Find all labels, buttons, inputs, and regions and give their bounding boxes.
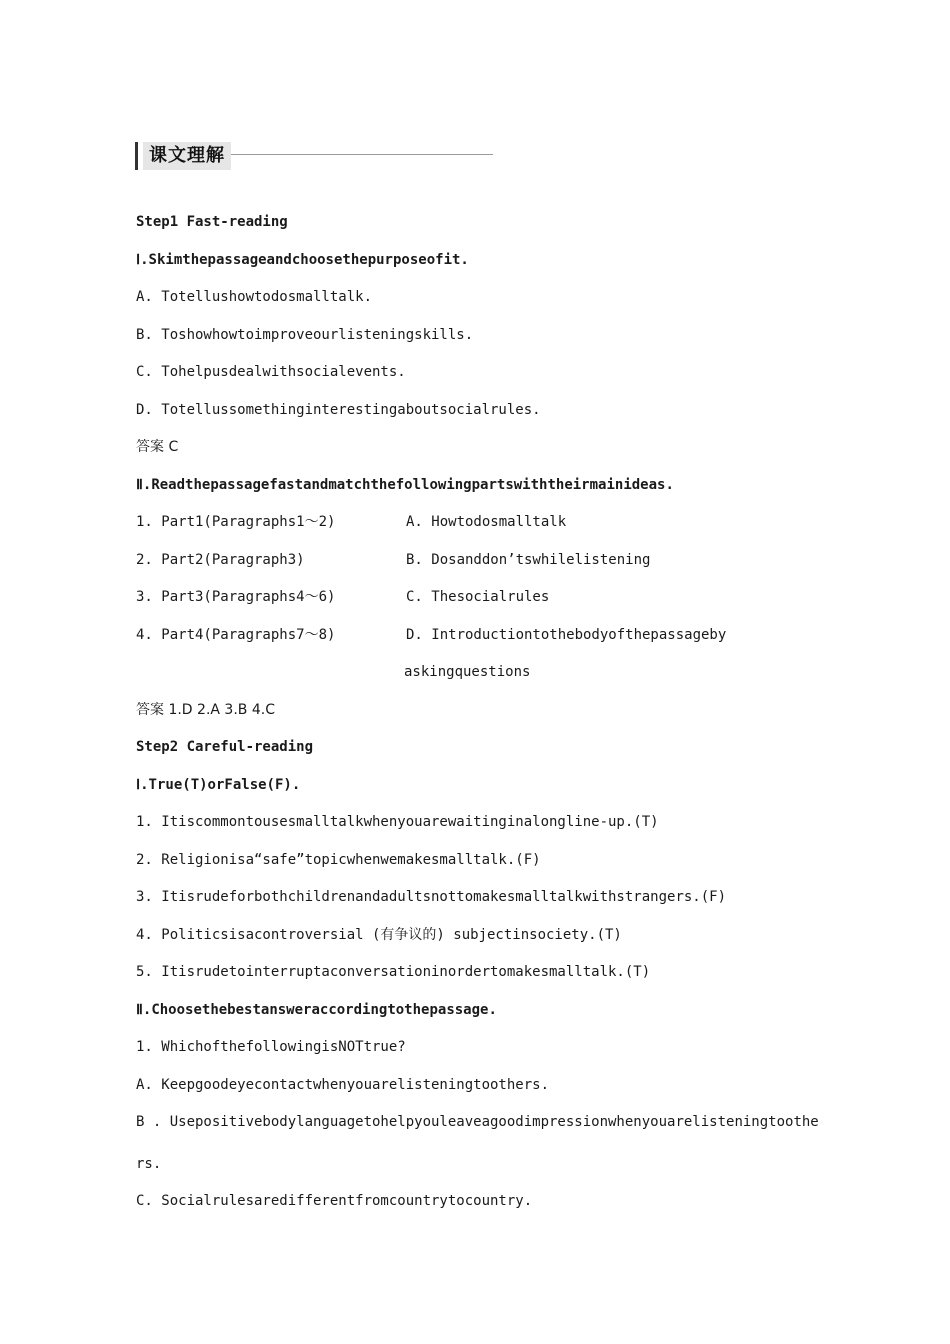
step1-q2-idea-d: D. Introductiontothebodyofthepassageby <box>406 627 727 643</box>
step1-q2-idea-b: B. Dosanddon’tswhilelistening <box>406 552 651 568</box>
step1-q1-prompt: Ⅰ.Skimthepassageandchoosethepurposeofit. <box>136 252 469 268</box>
step2-q1-prompt: Ⅰ.True(T)orFalse(F). <box>136 777 301 793</box>
step1-q2-prompt: Ⅱ.Readthepassagefastandmatchthefollowingpartswiththeirmainideas. <box>136 477 674 493</box>
step2-q1-item-4: 4. Politicsisacontroversial (有争议的) subjectinsociety.(T) <box>136 927 622 943</box>
step2-q2-option-b-continued: rs. <box>136 1156 162 1172</box>
step2-q2-option-a: A. Keepgoodeyecontactwhenyouarelisteningtoothers. <box>136 1077 550 1093</box>
step1-q2-part-1: 1. Part1(Paragraphs1～2) <box>136 514 336 530</box>
step1-q2-idea-a: A. Howtodosmalltalk <box>406 514 567 530</box>
step2-q2-question: 1. WhichofthefollowingisNOTtrue? <box>136 1039 406 1055</box>
section-header <box>135 140 495 172</box>
step1-q2-part-3: 3. Part3(Paragraphs4～6) <box>136 589 336 605</box>
step2-q1-item-1: 1. Itiscommontousesmalltalkwhenyouarewaitinginalongline-up.(T) <box>136 814 659 830</box>
step1-q1-option-c: C. Tohelpusdealwithsocialevents. <box>136 364 406 380</box>
step1-q2-idea-c: C. Thesocialrules <box>406 589 550 605</box>
section-title: 课文理解 <box>143 142 231 170</box>
step1-q1-option-b: B. Toshowhowtoimproveourlisteningskills. <box>136 327 474 343</box>
step1-q2-idea-d-continued: askingquestions <box>404 664 531 680</box>
section-header-rule <box>231 154 493 155</box>
step2-q1-item-3: 3. Itisrudeforbothchildrenandadultsnottomakesmalltalkwithstrangers.(F) <box>136 889 727 905</box>
step1-q2-answer: 答案 1.D 2.A 3.B 4.C <box>136 702 275 718</box>
step2-q1-item-5: 5. Itisrudetointerruptaconversationinordertomakesmalltalk.(T) <box>136 964 651 980</box>
step2-q1-item-2: 2. Religionisa“safe”topicwhenwemakesmalltalk.(F) <box>136 852 541 868</box>
step1-q1-answer: 答案 C <box>136 439 179 455</box>
step1-q1-option-a: A. Totellushowtodosmalltalk. <box>136 289 373 305</box>
step1-q2-part-4: 4. Part4(Paragraphs7～8) <box>136 627 336 643</box>
step2-heading: Step2 Careful-reading <box>136 739 314 755</box>
step2-q2-option-b: B . Usepositivebodylanguagetohelpyouleaveagoodimpressionwhenyouarelisteningtoothe <box>136 1114 819 1130</box>
step1-heading: Step1 Fast-reading <box>136 214 288 230</box>
step1-q2-part-2: 2. Part2(Paragraph3) <box>136 552 305 568</box>
step1-q1-option-d: D. Totellussomethinginterestingaboutsocialrules. <box>136 402 541 418</box>
section-header-bar <box>135 142 138 170</box>
step2-q2-option-c: C. Socialrulesaredifferentfromcountrytocountry. <box>136 1193 533 1209</box>
step2-q2-prompt: Ⅱ.Choosethebestansweraccordingtothepassage. <box>136 1002 497 1018</box>
